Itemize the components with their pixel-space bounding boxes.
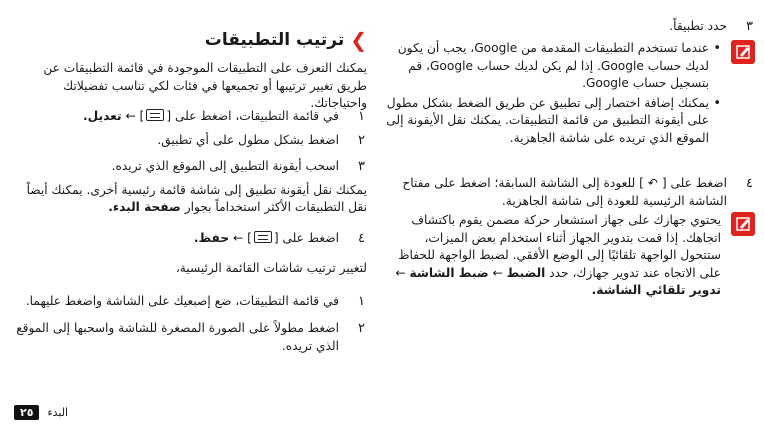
step-number: ١ <box>358 109 365 124</box>
note-pencil-icon <box>731 212 755 236</box>
step-text: اضغط مطولاً على الصورة المصغرة للشاشة واسحبها إلى الموقع الذي تريده. <box>16 321 339 353</box>
step-number: ٤ <box>746 176 753 191</box>
step-1 <box>12 108 367 126</box>
intro-paragraph: يمكنك التعرف على التطبيقات الموجودة في قائمة التطبيقات عن طريق تغيير ترتيبها أو تجميعها في فئات لكي تناسب تفضيلاتك واحتياجاتك. <box>43 61 367 110</box>
footer-label: البدء <box>47 406 69 419</box>
page-footer <box>14 405 68 420</box>
step-text-after: ] ← <box>233 231 252 245</box>
step-text: اسحب أيقونة التطبيق إلى الموقع الذي تريده. <box>111 159 339 173</box>
step-text: اضغط بشكل مطول على أي تطبيق. <box>157 133 339 147</box>
step-4 <box>12 230 367 248</box>
step-3 <box>12 158 367 217</box>
menu-key-icon <box>254 231 272 243</box>
step-bold: حفظ. <box>193 231 230 245</box>
note-bold-settings: الضبط <box>506 265 546 280</box>
subheading: لتغيير ترتيب شاشات القائمة الرئيسية، <box>175 261 367 275</box>
menu-key-icon <box>146 109 164 121</box>
step-text: في قائمة التطبيقات، اضغط على [ <box>166 109 339 123</box>
note-block-2 <box>385 212 755 300</box>
step-sub-bold: صفحة البدء. <box>108 200 181 214</box>
step-2 <box>12 132 367 150</box>
note-bold-display: ضبط الشاشة <box>409 265 489 280</box>
arrow: ← <box>395 265 406 280</box>
note-bullet: • عندما تستخدم التطبيقات المقدمة من Google، يجب أن يكون لديك حساب Google. إذا لم يكن لديك حساب Google، قم بتسجيل حساب Google. <box>385 40 721 93</box>
step-bold: تعديل. <box>83 109 122 123</box>
note-pencil-icon <box>731 40 755 64</box>
step-number: ٣ <box>358 159 365 174</box>
note-text: يحتوي جهازك على جهاز استشعار حركة مضمن يقوم باكتشاف اتجاهك. إذا قمت بتدوير الجهاز أثناء استخدام بعض الميزات، ستتحول الواجهة تلقائيًا إلى الوضع الأفقي. لضبط الواجهة للحفاظ على الاتجاه عند تدوير جهازك، حدد <box>398 213 721 280</box>
step-text: اضغط على [ <box>273 231 339 245</box>
step-text: في قائمة التطبيقات، ضع إصبعيك على الشاشة واضغط عليهما. <box>25 294 339 308</box>
section-title <box>205 30 367 50</box>
step-number: ٤ <box>358 231 365 246</box>
step-number: ٢ <box>358 133 365 148</box>
note-bullet: • يمكنك إضافة اختصار إلى تطبيق عن طريق الضغط بشكل مطول على أيقونة التطبيق من قائمة التطبيقات. يمكنك نقل الأيقونة إلى الموقع الذي تريده على شاشة الجاهزية. <box>385 95 721 148</box>
step-text: اضغط على [ ↶ ] للعودة إلى الشاشة السابقة؛ اضغط على مفتاح الشاشة الرئيسية للعودة إلى شاشة الجاهزية. <box>402 176 727 208</box>
step-4 <box>385 175 755 210</box>
arrow: ← <box>492 265 503 280</box>
step-text: حدد تطبيقاً. <box>669 19 727 33</box>
note-block-1 <box>385 40 755 147</box>
note-bold-autorotate: تدوير تلقائي الشاشة. <box>591 283 721 297</box>
step2-1 <box>12 293 367 311</box>
step2-2 <box>12 320 367 355</box>
step-subtext <box>12 182 367 217</box>
chevron-right-icon: ❯ <box>350 28 367 52</box>
step-sub-text: يمكنك نقل أيقونة تطبيق إلى شاشة قائمة رئيسية أخرى. يمكنك أيضاً نقل التطبيقات الأكثر استخداماً بجوار <box>26 182 367 214</box>
section-title-text: ترتيب التطبيقات <box>204 30 345 50</box>
step-3 <box>385 18 755 36</box>
step-number: ٣ <box>746 19 753 34</box>
page-number: ٢٥ <box>14 405 39 420</box>
step-number: ٢ <box>358 321 365 336</box>
step-text-after: ] ← <box>125 109 145 123</box>
step-number: ١ <box>358 294 365 309</box>
